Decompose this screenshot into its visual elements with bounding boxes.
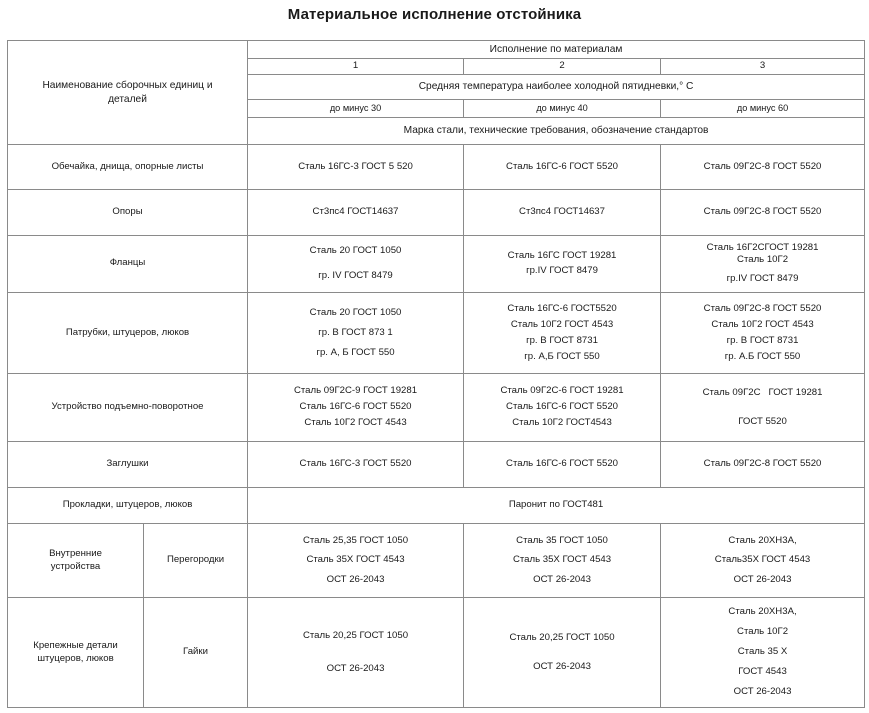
cell-line: гр.IV ГОСТ 8479	[526, 265, 598, 277]
cell-line: гр. А,Б ГОСТ 550	[524, 350, 600, 362]
cell-line: Ст3пс4 ГОСТ14637	[312, 205, 399, 217]
cell-all-variants: Паронит по ГОСТ481	[248, 487, 865, 523]
header-temp-limit-3: до минус 60	[661, 99, 865, 117]
table-row	[8, 374, 865, 442]
cell-line: Сталь 16ГС-6 ГОСТ5520	[507, 303, 617, 315]
header-row-group	[8, 41, 865, 59]
cell-line: Сталь 09Г2С ГОСТ 19281	[702, 386, 823, 398]
cell-variant-3	[661, 145, 865, 190]
cell-variant-3	[661, 293, 865, 374]
row-name: Устройство подъемно-поворотное	[8, 374, 248, 442]
row-name: Обечайка, днища, опорные листы	[8, 145, 248, 190]
cell-line: Сталь 10Г2	[737, 626, 789, 638]
cell-line: ОСТ 26-2043	[326, 662, 385, 674]
cell-line: Сталь 20,25 ГОСТ 1050	[302, 629, 409, 641]
cell-line: Сталь 09Г2С-9 ГОСТ 19281	[293, 385, 418, 397]
header-variant-2: 2	[464, 59, 661, 75]
cell-line: гр. В ГОСТ 8731	[726, 334, 799, 346]
cell-variant-2	[464, 374, 661, 442]
cell-variant-3	[661, 598, 865, 708]
cell-line: Ст3пс4 ГОСТ14637	[519, 205, 605, 217]
cell-line: ГОСТ 4543	[738, 666, 787, 678]
cell-line: Сталь 35Х ГОСТ 4543	[512, 554, 612, 566]
cell-line: гр.IV ГОСТ 8479	[726, 273, 799, 285]
row-name: Опоры	[8, 189, 248, 235]
header-temp-limit-2: до минус 40	[464, 99, 661, 117]
cell-line: Сталь 16ГС-3 ГОСТ 5520	[299, 458, 412, 470]
cell-line: гр. А.Б ГОСТ 550	[724, 350, 801, 362]
cell-line: Сталь 10Г2 ГОСТ 4543	[711, 318, 814, 330]
cell-variant-3	[661, 374, 865, 442]
table-row	[8, 524, 865, 598]
cell-line: Сталь 09Г2С-8 ГОСТ 5520	[703, 303, 822, 315]
cell-line: гр. А, Б ГОСТ 550	[316, 346, 395, 358]
cell-line: Сталь 10Г2 ГОСТ 4543	[510, 318, 614, 330]
cell-line: Сталь 10Г2	[737, 254, 789, 266]
cell-line: Сталь 16ГС-6 ГОСТ 5520	[506, 160, 618, 172]
cell-line: Сталь 16ГС-3 ГОСТ 5 520	[298, 160, 413, 172]
cell-variant-3	[661, 189, 865, 235]
cell-variant-2	[464, 442, 661, 488]
cell-variant-2	[464, 598, 661, 708]
cell-variant-2	[464, 235, 661, 293]
table-row	[8, 487, 865, 523]
cell-line: ОСТ 26-2043	[733, 686, 792, 698]
cell-line: ОСТ 26-2043	[733, 574, 792, 586]
cell-line: Сталь 09Г2С-8 ГОСТ 5520	[703, 458, 822, 470]
cell-variant-1	[248, 235, 464, 293]
cell-line: Сталь 16ГС ГОСТ 19281	[507, 249, 617, 261]
cell-line: Сталь 20,25 ГОСТ 1050	[509, 631, 615, 643]
cell-line: Сталь 20ХН3А,	[728, 606, 797, 618]
cell-line: Сталь 09Г2С-6 ГОСТ 19281	[500, 385, 624, 397]
cell-line: Сталь 16ГС-6 ГОСТ 5520	[506, 458, 618, 470]
cell-line: Сталь 16ГС-6 ГОСТ 5520	[299, 401, 412, 413]
row-name: Патрубки, штуцеров, люков	[8, 293, 248, 374]
table-row	[8, 145, 865, 190]
cell-line: Сталь 20 ГОСТ 1050	[309, 245, 402, 257]
cell-variant-1	[248, 189, 464, 235]
cell-line: ОСТ 26-2043	[326, 574, 385, 586]
table-row	[8, 189, 865, 235]
cell-line: гр. В ГОСТ 8731	[526, 334, 598, 346]
cell-variant-1	[248, 598, 464, 708]
header-temp-limit-1: до минус 30	[248, 99, 464, 117]
header-variant-1: 1	[248, 59, 464, 75]
table-row	[8, 442, 865, 488]
cell-line: ОСТ 26-2043	[533, 660, 591, 672]
material-spec-table	[7, 40, 865, 708]
cell-variant-1	[248, 293, 464, 374]
cell-line: Сталь 25,35 ГОСТ 1050	[302, 534, 409, 546]
cell-line: Сталь 35Х ГОСТ 4543	[306, 554, 405, 566]
row-name: Внутренние устройства	[8, 524, 144, 598]
header-materials-group: Исполнение по материалам	[248, 41, 865, 59]
cell-line: ОСТ 26-2043	[533, 574, 591, 586]
row-name: Крепежные детали штуцеров, люков	[8, 598, 144, 708]
cell-line: Сталь 20 ГОСТ 1050	[309, 306, 402, 318]
row-subname: Перегородки	[144, 524, 248, 598]
header-temperature: Средняя температура наиболее холодной пятидневки,° С	[248, 75, 865, 99]
cell-variant-1	[248, 524, 464, 598]
cell-line: Сталь 35 Х	[737, 646, 788, 658]
row-name: Фланцы	[8, 235, 248, 293]
cell-line: Сталь 16ГС-6 ГОСТ 5520	[506, 401, 618, 413]
cell-variant-2	[464, 145, 661, 190]
cell-line: гр. В ГОСТ 873 1	[318, 326, 393, 338]
row-subname: Гайки	[144, 598, 248, 708]
cell-line: Сталь 09Г2С-8 ГОСТ 5520	[703, 205, 822, 217]
cell-line: Сталь 10Г2 ГОСТ 4543	[304, 417, 407, 429]
cell-variant-1	[248, 145, 464, 190]
cell-variant-1	[248, 374, 464, 442]
cell-variant-2	[464, 189, 661, 235]
table-row	[8, 235, 865, 293]
cell-variant-2	[464, 293, 661, 374]
cell-line: ГОСТ 5520	[738, 415, 787, 427]
row-name: Заглушки	[8, 442, 248, 488]
cell-line: Сталь 20ХН3А,	[728, 534, 797, 546]
cell-line: Сталь 09Г2С-8 ГОСТ 5520	[703, 160, 822, 172]
cell-line: гр. IV ГОСТ 8479	[318, 269, 393, 281]
cell-variant-2	[464, 524, 661, 598]
cell-variant-1	[248, 442, 464, 488]
header-steel-grade: Марка стали, технические требования, обозначение стандартов	[248, 118, 865, 145]
cell-line: Сталь 10Г2 ГОСТ4543	[512, 417, 612, 429]
cell-variant-3	[661, 442, 865, 488]
cell-variant-3	[661, 235, 865, 293]
cell-line: Сталь35Х ГОСТ 4543	[714, 554, 811, 566]
cell-line: Сталь 35 ГОСТ 1050	[516, 534, 608, 546]
cell-line: Сталь 16Г2СГОСТ 19281	[706, 241, 819, 253]
row-name: Прокладки, штуцеров, люков	[8, 487, 248, 523]
cell-variant-3	[661, 524, 865, 598]
document-title: Материальное исполнение отстойника	[287, 6, 582, 23]
table-row	[8, 293, 865, 374]
header-name-column: Наименование сборочных единиц и деталей	[8, 41, 248, 145]
table-row	[8, 598, 865, 708]
header-variant-3: 3	[661, 59, 865, 75]
